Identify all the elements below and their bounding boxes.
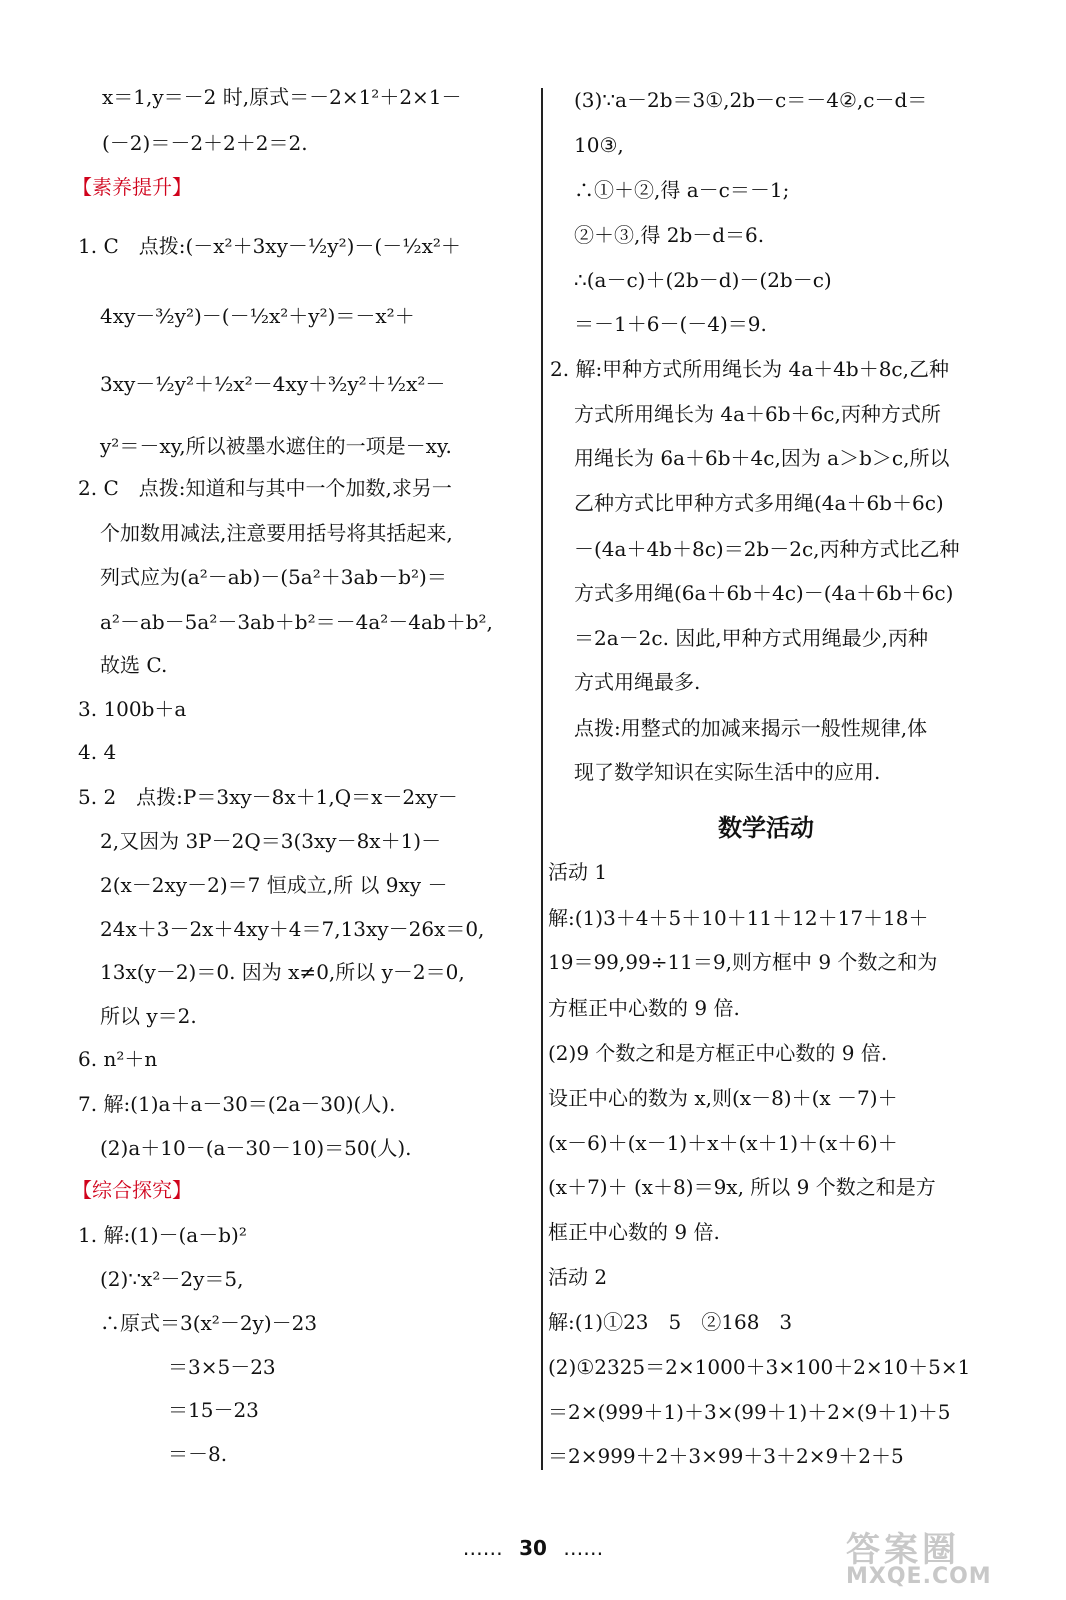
text-line: 13x(y－2)＝0. 因为 x≠0,所以 y－2＝0, xyxy=(100,960,465,984)
text-line: (3)∵a－2b＝3①,2b－c＝－4②,c－d＝ xyxy=(574,88,928,112)
text-line: 1. 解:(1)－(a－b)² xyxy=(78,1223,247,1247)
text-line: 1. C 点拨:(－x²＋3xy－½y²)－(－½x²＋ xyxy=(78,234,461,258)
text-line: 解:(1)①23 5 ②168 3 xyxy=(548,1310,793,1334)
text-line: 方式所用绳长为 4a＋6b＋6c,丙种方式所 xyxy=(574,402,941,426)
text-line: 故选 C. xyxy=(100,653,168,677)
text-line: 设正中心的数为 x,则(x－8)＋(x －7)＋ xyxy=(548,1086,898,1110)
page-number: 30 xyxy=(519,1536,547,1560)
text-line: 4. 4 xyxy=(78,740,117,764)
section-label-suyang: 【素养提升】 xyxy=(72,175,192,199)
text-line: 4xy－³⁄₂y²)－(－½x²＋y²)＝－x²＋ xyxy=(100,304,415,328)
text-line: 3. 100b＋a xyxy=(78,697,187,721)
footer-dots-right: …… xyxy=(563,1536,604,1560)
text-line: ＝－8. xyxy=(168,1442,228,1466)
watermark-logo xyxy=(836,1522,1026,1592)
text-line: (2)∵x²－2y＝5, xyxy=(100,1267,244,1291)
text-line: 19＝99,99÷11＝9,则方框中 9 个数之和为 xyxy=(548,950,938,974)
text-line: (x＋7)＋ (x＋8)＝9x, 所以 9 个数之和是方 xyxy=(548,1175,936,1199)
watermark-url: MXQE.COM xyxy=(846,1564,992,1589)
text-line: 所以 y＝2. xyxy=(100,1004,197,1028)
text-line: ＝2×999＋2＋3×99＋3＋2×9＋2＋5 xyxy=(548,1444,904,1468)
text-line: 2. C 点拨:知道和与其中一个加数,求另一 xyxy=(78,476,452,500)
text-line: 活动 2 xyxy=(548,1265,608,1289)
text-line: ∴①＋②,得 a－c＝－1; xyxy=(574,178,790,202)
text-line: ＝2×(999＋1)＋3×(99＋1)＋2×(9＋1)＋5 xyxy=(548,1400,951,1424)
text-line: 3xy－½y²＋½x²－4xy＋³⁄₂y²＋½x²－ xyxy=(100,372,446,396)
watermark-text: 答案圈 xyxy=(846,1530,960,1570)
text-line: (x－6)＋(x－1)＋x＋(x＋1)＋(x＋6)＋ xyxy=(548,1131,898,1155)
text-line: 6. n²＋n xyxy=(78,1047,158,1071)
text-line: 方式用绳最多. xyxy=(574,670,701,694)
text-line: 10③, xyxy=(574,133,624,157)
text-line: (－2)＝－2＋2＋2＝2. xyxy=(102,131,308,155)
text-line: 框正中心数的 9 倍. xyxy=(548,1220,720,1244)
text-line: y²＝－xy,所以被墨水遮住的一项是－xy. xyxy=(100,434,452,458)
text-line: 2. 解:甲种方式所用绳长为 4a＋4b＋8c,乙种 xyxy=(550,357,949,381)
text-line: ∴(a－c)＋(2b－d)－(2b－c) xyxy=(574,268,832,292)
text-line: 24x＋3－2x＋4xy＋4＝7,13xy－26x＝0, xyxy=(100,917,485,941)
text-line: 2,又因为 3P－2Q＝3(3xy－8x＋1)－ xyxy=(100,829,442,853)
text-line: －(4a＋4b＋8c)＝2b－2c,丙种方式比乙种 xyxy=(574,537,960,561)
text-line: x＝1,y＝－2 时,原式＝－2×1²＋2×1－ xyxy=(102,85,462,109)
text-line: 方框正中心数的 9 倍. xyxy=(548,996,740,1020)
text-line: 列式应为(a²－ab)－(5a²＋3ab－b²)＝ xyxy=(100,565,447,589)
text-line: (2)9 个数之和是方框正中心数的 9 倍. xyxy=(548,1041,888,1065)
section-label-zonghe: 【综合探究】 xyxy=(72,1178,192,1202)
text-line: 5. 2 点拨:P＝3xy－8x＋1,Q＝x－2xy－ xyxy=(78,785,458,809)
text-line: 乙种方式比甲种方式多用绳(4a＋6b＋6c) xyxy=(574,491,944,515)
footer-dots-left: …… xyxy=(462,1536,503,1560)
text-line: ＝3×5－23 xyxy=(168,1355,276,1379)
text-line: 个加数用减法,注意要用括号将其括起来, xyxy=(100,521,453,545)
text-line: ②＋③,得 2b－d＝6. xyxy=(574,223,765,247)
text-line: 2(x－2xy－2)＝7 恒成立,所 以 9xy － xyxy=(100,873,448,897)
text-line: 用绳长为 6a＋6b＋4c,因为 a＞b＞c,所以 xyxy=(574,446,950,470)
text-line: (2)①2325＝2×1000＋3×100＋2×10＋5×1 xyxy=(548,1355,971,1379)
text-line: 解:(1)3＋4＋5＋10＋11＋12＋17＋18＋ xyxy=(548,906,929,930)
text-line: 7. 解:(1)a＋a－30＝(2a－30)(人). xyxy=(78,1092,396,1116)
text-line: (2)a＋10－(a－30－10)＝50(人). xyxy=(100,1136,412,1160)
text-line: 方式多用绳(6a＋6b＋4c)－(4a＋6b＋6c) xyxy=(574,581,954,605)
section-heading: 数学活动 xyxy=(718,814,814,842)
text-line: 现了数学知识在实际生活中的应用. xyxy=(574,760,881,784)
text-line: ∴原式＝3(x²－2y)－23 xyxy=(100,1311,318,1335)
text-line: a²－ab－5a²－3ab＋b²＝－4a²－4ab＋b², xyxy=(100,610,493,634)
text-line: ＝15－23 xyxy=(168,1398,259,1422)
text-line: 活动 1 xyxy=(548,860,608,884)
text-line: ＝－1＋6－(－4)＝9. xyxy=(574,312,767,336)
text-line: 点拨:用整式的加减来揭示一般性规律,体 xyxy=(574,716,928,740)
text-line: ＝2a－2c. 因此,甲种方式用绳最少,丙种 xyxy=(574,626,929,650)
column-divider xyxy=(541,88,543,1470)
